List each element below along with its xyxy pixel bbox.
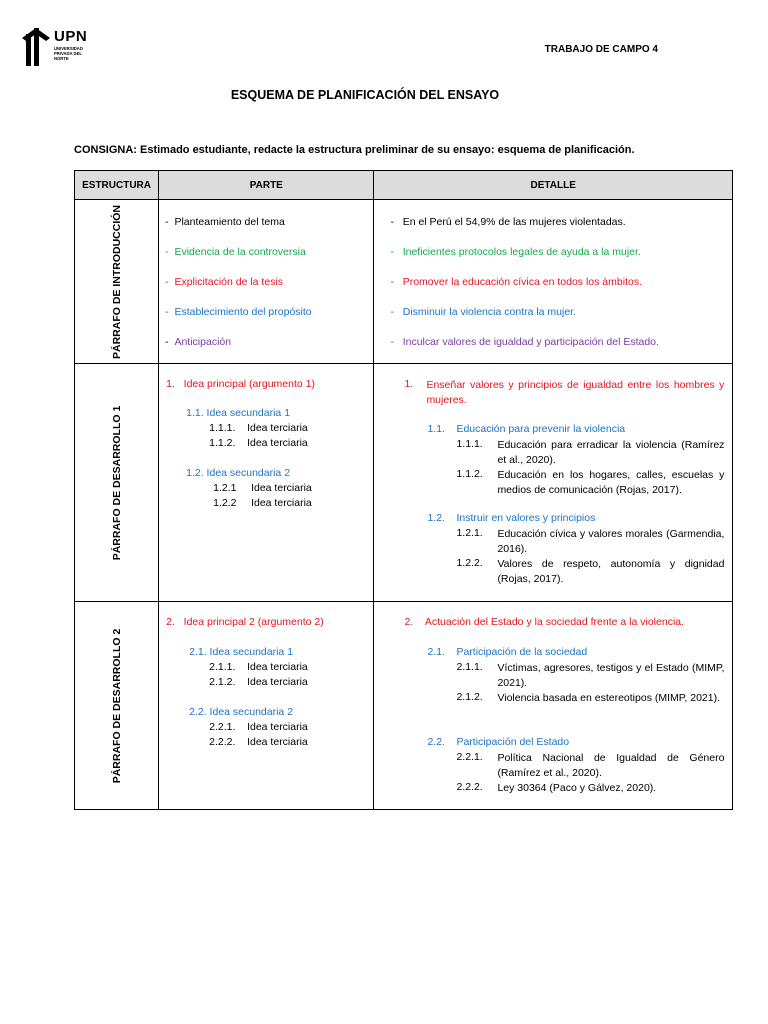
intro-parte-item: - Evidencia de la controversia	[165, 246, 306, 258]
des2-detalle-sec1: Participación de la sociedad	[456, 646, 588, 658]
des1-tertiary: 1.1.1. Idea terciaria	[209, 422, 308, 434]
des2-tertiary: 2.2.1. Idea terciaria	[209, 721, 308, 733]
header-detalle: DETALLE	[374, 171, 733, 200]
intro-parte-item: - Anticipación	[165, 336, 232, 348]
des2-tertiary: 2.1.2. Idea terciaria	[209, 676, 308, 688]
des1-detalle-t-num: 1.2.1.	[456, 527, 483, 539]
instruction-text: CONSIGNA: Estimado estudiante, redacte la estructura preliminar de su ensayo: esquema de planificación.	[74, 144, 635, 156]
intro-detalle-cell	[374, 200, 733, 364]
upn-logo	[22, 28, 94, 68]
des1-detalle-cell	[374, 364, 733, 602]
des2-detalle-tertiary: Política Nacional de Igualdad de Género (Ramírez et al., 2020).	[497, 752, 725, 779]
des1-tertiary: 1.2.2 Idea terciaria	[213, 497, 312, 509]
intro-parte-cell	[159, 200, 374, 364]
intro-parte-item: - Establecimiento del propósito	[165, 306, 312, 318]
des2-detalle-tertiary: Ley 30364 (Paco y Gálvez, 2020).	[497, 782, 657, 794]
des2-detalle-t-num: 2.1.1.	[456, 661, 483, 673]
des1-detalle-main-num: 1.	[404, 378, 414, 390]
des1-tertiary: 1.1.2. Idea terciaria	[209, 437, 308, 449]
des1-detalle-main: Enseñar valores y principios de igualdad entre los hombres y mujeres.	[426, 379, 725, 406]
header-parte: PARTE	[159, 171, 374, 200]
table-header-row	[75, 171, 733, 200]
des2-main-idea: 2. Idea principal 2 (argumento 2)	[166, 616, 324, 628]
intro-detalle-item: - Disminuir la violencia contra la mujer.	[390, 306, 577, 318]
intro-parte-item: - Planteamiento del tema	[165, 216, 285, 228]
des2-label-cell	[75, 602, 159, 810]
des2-detalle-sec2: Participación del Estado	[456, 736, 570, 748]
des1-detalle-t-num: 1.1.1.	[456, 438, 483, 450]
des2-detalle-sec1-num: 2.1.	[427, 646, 445, 658]
header-estructura: ESTRUCTURA	[75, 171, 159, 200]
des1-tertiary: 1.2.1 Idea terciaria	[213, 482, 312, 494]
des2-detalle-main: 2. Actuación del Estado y la sociedad frente a la violencia.	[404, 616, 685, 628]
intro-label-cell	[75, 200, 159, 364]
des2-detalle-sec2-num: 2.2.	[427, 736, 445, 748]
des1-parte-cell	[159, 364, 374, 602]
table-row-desarrollo-1	[75, 364, 733, 602]
des2-parte-cell	[159, 602, 374, 810]
des1-detalle-t-num: 1.1.2.	[456, 468, 483, 480]
des1-secondary-2: 1.2. Idea secundaria 2	[186, 467, 291, 479]
intro-parte-item: - Explicitación de la tesis	[165, 276, 284, 288]
des1-detalle-sec2: Instruir en valores y principios	[456, 512, 596, 524]
intro-detalle-item: - Ineficientes protocolos legales de ayuda a la mujer.	[390, 246, 641, 258]
intro-detalle-item: - Inculcar valores de igualdad y participación del Estado.	[390, 336, 659, 348]
des2-secondary-1: 2.1. Idea secundaria 1	[189, 646, 294, 658]
des1-detalle-tertiary: Educación para erradicar la violencia (Ramírez et al., 2020).	[497, 439, 725, 466]
des1-label-cell	[75, 364, 159, 602]
des2-detalle-tertiary: Víctimas, agresores, testigos y el Estado (MIMP, 2021).	[497, 662, 725, 689]
des2-detalle-t-num: 2.1.2.	[456, 691, 483, 703]
des1-detalle-sec2-num: 1.2.	[427, 512, 445, 524]
des1-detalle-tertiary: Educación cívica y valores morales (Garmendia, 2016).	[497, 528, 725, 555]
des1-main-idea: 1. Idea principal (argumento 1)	[166, 378, 315, 390]
des1-secondary-1: 1.1. Idea secundaria 1	[186, 407, 291, 419]
des1-detalle-tertiary: Educación en los hogares, calles, escuelas y medios de comunicación (Rojas, 2017).	[497, 469, 725, 496]
des1-detalle-t-num: 1.2.2.	[456, 557, 483, 569]
intro-label: PÁRRAFO DE INTRODUCCIÓN	[110, 204, 123, 359]
upn-logo-icon	[22, 28, 50, 66]
table-row-desarrollo-2	[75, 602, 733, 810]
document-code: TRABAJO DE CAMPO 4	[544, 44, 658, 55]
logo-wordmark: UPN	[54, 28, 88, 45]
des2-detalle-cell	[374, 602, 733, 810]
des1-detalle-sec1-num: 1.1.	[427, 423, 445, 435]
des2-detalle-tertiary: Violencia basada en estereotipos (MIMP, 2021).	[497, 692, 721, 704]
des2-secondary-2: 2.2. Idea secundaria 2	[189, 706, 294, 718]
des1-label: PÁRRAFO DE DESARROLLO 1	[110, 405, 123, 560]
des2-label: PÁRRAFO DE DESARROLLO 2	[110, 628, 123, 783]
des2-tertiary: 2.2.2. Idea terciaria	[209, 736, 308, 748]
intro-detalle-item: - Promover la educación cívica en todos los ámbitos.	[390, 276, 642, 288]
intro-detalle-item: - En el Perú el 54,9% de las mujeres violentadas.	[390, 216, 626, 228]
des2-detalle-t-num: 2.2.2.	[456, 781, 483, 793]
planning-table	[74, 170, 733, 810]
table-row-introduccion	[75, 200, 733, 364]
des1-detalle-sec1: Educación para prevenir la violencia	[456, 423, 626, 435]
logo-subtitle: UNIVERSIDAD PRIVADA DEL NORTE	[54, 46, 83, 61]
des1-detalle-tertiary: Valores de respeto, autonomía y dignidad (Rojas, 2017).	[497, 558, 725, 585]
des2-detalle-t-num: 2.2.1.	[456, 751, 483, 763]
page-title: ESQUEMA DE PLANIFICACIÓN DEL ENSAYO	[230, 88, 500, 102]
des2-tertiary: 2.1.1. Idea terciaria	[209, 661, 308, 673]
